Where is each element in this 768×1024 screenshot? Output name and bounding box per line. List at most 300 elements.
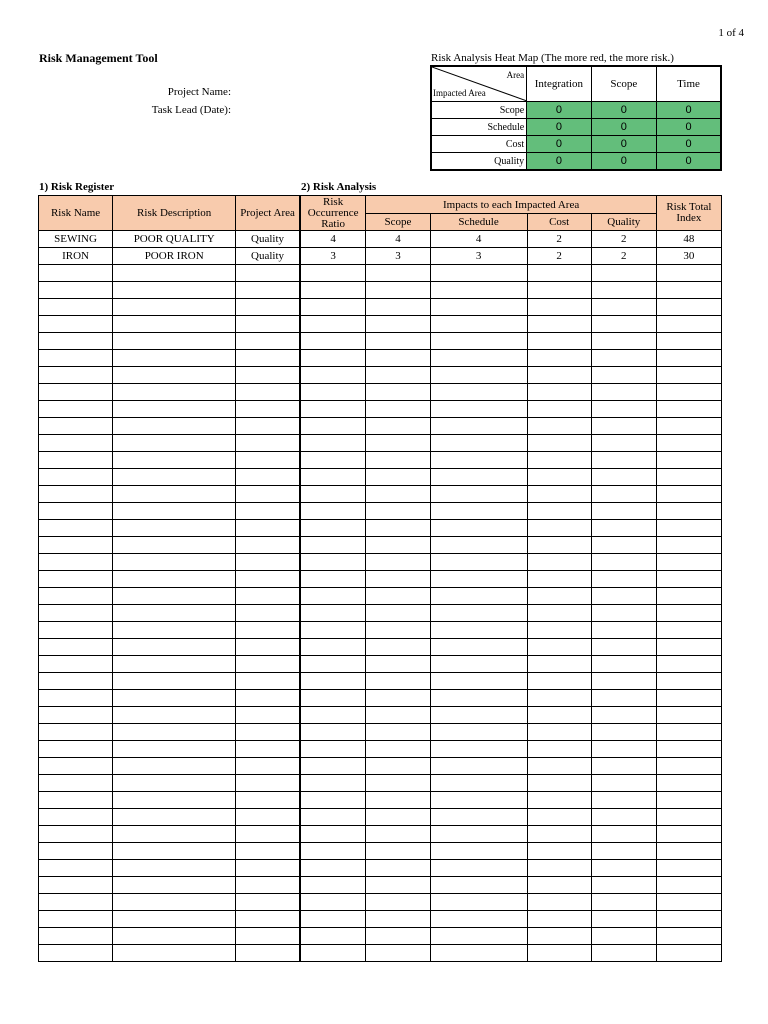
table-cell[interactable] [527, 316, 591, 333]
table-cell[interactable] [656, 690, 721, 707]
table-cell[interactable] [527, 928, 591, 945]
table-cell[interactable] [591, 758, 656, 775]
table-cell[interactable] [430, 724, 527, 741]
table-cell[interactable] [656, 826, 721, 843]
table-cell[interactable] [113, 588, 236, 605]
table-cell[interactable] [300, 605, 366, 622]
table-cell[interactable] [656, 316, 721, 333]
table-cell[interactable] [113, 792, 236, 809]
table-cell[interactable] [236, 282, 300, 299]
table-cell[interactable] [591, 928, 656, 945]
table-cell[interactable] [300, 894, 366, 911]
table-cell[interactable] [39, 520, 113, 537]
table-cell[interactable]: Quality [236, 231, 300, 248]
table-cell[interactable] [300, 316, 366, 333]
table-cell[interactable] [113, 605, 236, 622]
table-cell[interactable] [656, 741, 721, 758]
table-cell[interactable] [656, 707, 721, 724]
table-cell[interactable] [113, 299, 236, 316]
table-cell[interactable] [430, 571, 527, 588]
table-cell[interactable] [430, 639, 527, 656]
table-cell[interactable]: 2 [591, 231, 656, 248]
table-cell[interactable] [236, 741, 300, 758]
table-cell[interactable] [39, 622, 113, 639]
table-cell[interactable] [591, 741, 656, 758]
table-cell[interactable] [527, 911, 591, 928]
table-cell[interactable]: 2 [591, 248, 656, 265]
table-cell[interactable] [113, 418, 236, 435]
table-cell[interactable] [236, 792, 300, 809]
table-cell[interactable] [591, 792, 656, 809]
table-cell[interactable] [39, 639, 113, 656]
table-cell[interactable] [236, 843, 300, 860]
table-cell[interactable] [591, 452, 656, 469]
heatmap-cell[interactable]: 0 [657, 153, 721, 171]
table-cell[interactable] [430, 758, 527, 775]
table-cell[interactable] [527, 418, 591, 435]
table-cell[interactable]: SEWING [39, 231, 113, 248]
heatmap-cell[interactable]: 0 [657, 119, 721, 136]
table-cell[interactable]: 3 [430, 248, 527, 265]
table-cell[interactable] [39, 775, 113, 792]
table-cell[interactable] [113, 724, 236, 741]
table-cell[interactable] [113, 316, 236, 333]
table-cell[interactable] [366, 639, 430, 656]
table-cell[interactable] [527, 367, 591, 384]
table-cell[interactable] [113, 571, 236, 588]
table-cell[interactable] [236, 894, 300, 911]
table-cell[interactable] [366, 826, 430, 843]
table-cell[interactable] [430, 911, 527, 928]
table-cell[interactable] [300, 656, 366, 673]
table-cell[interactable] [430, 775, 527, 792]
table-cell[interactable] [236, 316, 300, 333]
table-cell[interactable] [39, 707, 113, 724]
table-cell[interactable] [591, 826, 656, 843]
table-cell[interactable] [591, 503, 656, 520]
table-cell[interactable] [591, 622, 656, 639]
table-cell[interactable] [236, 707, 300, 724]
table-cell[interactable] [591, 418, 656, 435]
table-cell[interactable] [656, 911, 721, 928]
table-cell[interactable] [366, 401, 430, 418]
table-cell[interactable] [236, 554, 300, 571]
table-cell[interactable] [430, 877, 527, 894]
table-cell[interactable] [430, 622, 527, 639]
table-cell[interactable] [430, 435, 527, 452]
table-cell[interactable] [366, 282, 430, 299]
table-cell[interactable] [39, 265, 113, 282]
table-cell[interactable]: 30 [656, 248, 721, 265]
table-cell[interactable] [527, 758, 591, 775]
table-cell[interactable] [113, 435, 236, 452]
table-cell[interactable] [236, 826, 300, 843]
table-cell[interactable] [656, 588, 721, 605]
table-cell[interactable] [656, 945, 721, 962]
table-cell[interactable] [300, 333, 366, 350]
table-cell[interactable] [39, 605, 113, 622]
table-cell[interactable] [236, 588, 300, 605]
table-cell[interactable]: 2 [527, 231, 591, 248]
table-cell[interactable] [591, 843, 656, 860]
table-cell[interactable] [366, 384, 430, 401]
table-cell[interactable] [39, 469, 113, 486]
table-cell[interactable] [366, 843, 430, 860]
table-cell[interactable] [366, 758, 430, 775]
table-cell[interactable] [591, 469, 656, 486]
table-cell[interactable] [591, 571, 656, 588]
table-cell[interactable] [656, 928, 721, 945]
table-cell[interactable] [39, 588, 113, 605]
table-cell[interactable] [39, 656, 113, 673]
table-cell[interactable] [366, 860, 430, 877]
table-cell[interactable] [366, 554, 430, 571]
table-cell[interactable] [656, 843, 721, 860]
table-cell[interactable] [656, 860, 721, 877]
table-cell[interactable] [656, 367, 721, 384]
table-cell[interactable] [300, 350, 366, 367]
table-cell[interactable] [656, 792, 721, 809]
table-cell[interactable] [366, 673, 430, 690]
table-cell[interactable] [113, 282, 236, 299]
table-cell[interactable] [430, 299, 527, 316]
table-cell[interactable] [366, 367, 430, 384]
table-cell[interactable] [527, 877, 591, 894]
table-cell[interactable] [527, 520, 591, 537]
table-cell[interactable] [366, 945, 430, 962]
table-cell[interactable] [591, 911, 656, 928]
table-cell[interactable] [366, 333, 430, 350]
table-cell[interactable] [527, 605, 591, 622]
table-cell[interactable] [236, 724, 300, 741]
table-cell[interactable] [300, 588, 366, 605]
table-cell[interactable] [430, 843, 527, 860]
table-cell[interactable] [236, 418, 300, 435]
table-cell[interactable] [591, 639, 656, 656]
table-cell[interactable] [366, 690, 430, 707]
heatmap-cell[interactable]: 0 [657, 136, 721, 153]
table-cell[interactable] [366, 656, 430, 673]
table-cell[interactable] [113, 758, 236, 775]
table-cell[interactable] [366, 741, 430, 758]
table-cell[interactable] [366, 486, 430, 503]
table-cell[interactable] [527, 809, 591, 826]
table-cell[interactable] [591, 809, 656, 826]
table-cell[interactable] [39, 673, 113, 690]
table-cell[interactable] [366, 452, 430, 469]
table-cell[interactable] [366, 622, 430, 639]
table-cell[interactable] [300, 384, 366, 401]
table-cell[interactable] [39, 877, 113, 894]
table-cell[interactable] [39, 384, 113, 401]
table-cell[interactable] [113, 469, 236, 486]
table-cell[interactable] [300, 469, 366, 486]
table-cell[interactable] [430, 741, 527, 758]
table-cell[interactable] [527, 384, 591, 401]
table-cell[interactable] [656, 537, 721, 554]
table-cell[interactable] [113, 537, 236, 554]
table-cell[interactable] [527, 469, 591, 486]
table-cell[interactable] [300, 758, 366, 775]
table-cell[interactable] [300, 741, 366, 758]
table-cell[interactable] [236, 265, 300, 282]
table-cell[interactable] [656, 571, 721, 588]
table-cell[interactable] [656, 350, 721, 367]
table-cell[interactable] [366, 724, 430, 741]
table-cell[interactable] [527, 265, 591, 282]
table-cell[interactable]: 3 [366, 248, 430, 265]
table-cell[interactable] [527, 860, 591, 877]
table-cell[interactable] [430, 384, 527, 401]
table-cell[interactable] [113, 860, 236, 877]
table-cell[interactable] [236, 469, 300, 486]
table-cell[interactable] [430, 928, 527, 945]
table-cell[interactable] [39, 809, 113, 826]
table-cell[interactable] [236, 775, 300, 792]
table-cell[interactable] [527, 503, 591, 520]
table-cell[interactable] [236, 571, 300, 588]
table-cell[interactable] [366, 894, 430, 911]
table-cell[interactable]: IRON [39, 248, 113, 265]
table-cell[interactable] [236, 622, 300, 639]
table-cell[interactable] [300, 299, 366, 316]
table-cell[interactable] [366, 503, 430, 520]
table-cell[interactable] [236, 367, 300, 384]
table-cell[interactable] [591, 537, 656, 554]
table-cell[interactable] [527, 435, 591, 452]
table-cell[interactable] [366, 792, 430, 809]
table-cell[interactable] [300, 265, 366, 282]
table-cell[interactable] [113, 486, 236, 503]
table-cell[interactable] [527, 843, 591, 860]
table-cell[interactable] [591, 588, 656, 605]
table-cell[interactable] [366, 520, 430, 537]
table-cell[interactable] [366, 469, 430, 486]
table-cell[interactable] [527, 894, 591, 911]
table-cell[interactable] [39, 418, 113, 435]
table-cell[interactable] [39, 911, 113, 928]
table-cell[interactable] [113, 520, 236, 537]
table-cell[interactable] [527, 673, 591, 690]
table-cell[interactable] [366, 435, 430, 452]
table-cell[interactable] [656, 894, 721, 911]
table-cell[interactable] [39, 894, 113, 911]
table-cell[interactable] [656, 401, 721, 418]
table-cell[interactable] [236, 350, 300, 367]
table-cell[interactable]: POOR QUALITY [113, 231, 236, 248]
table-cell[interactable] [366, 265, 430, 282]
heatmap-cell[interactable]: 0 [591, 102, 656, 119]
table-cell[interactable]: 4 [300, 231, 366, 248]
table-cell[interactable] [300, 418, 366, 435]
table-cell[interactable] [113, 877, 236, 894]
table-cell[interactable] [430, 860, 527, 877]
table-cell[interactable] [591, 333, 656, 350]
table-cell[interactable] [656, 384, 721, 401]
table-cell[interactable] [300, 401, 366, 418]
table-cell[interactable] [656, 418, 721, 435]
table-cell[interactable] [39, 554, 113, 571]
table-cell[interactable] [591, 554, 656, 571]
table-cell[interactable] [656, 775, 721, 792]
table-cell[interactable] [591, 316, 656, 333]
table-cell[interactable] [591, 367, 656, 384]
table-cell[interactable] [39, 928, 113, 945]
table-cell[interactable] [113, 401, 236, 418]
table-cell[interactable] [236, 690, 300, 707]
table-cell[interactable] [236, 605, 300, 622]
table-cell[interactable] [591, 384, 656, 401]
table-cell[interactable] [656, 809, 721, 826]
table-cell[interactable] [300, 860, 366, 877]
table-cell[interactable] [113, 622, 236, 639]
table-cell[interactable] [366, 316, 430, 333]
table-cell[interactable] [430, 265, 527, 282]
heatmap-cell[interactable]: 0 [527, 102, 591, 119]
table-cell[interactable] [300, 690, 366, 707]
table-cell[interactable] [300, 486, 366, 503]
table-cell[interactable] [39, 843, 113, 860]
table-cell[interactable] [366, 588, 430, 605]
table-cell[interactable] [39, 690, 113, 707]
table-cell[interactable] [39, 758, 113, 775]
heatmap-cell[interactable]: 0 [591, 153, 656, 171]
table-cell[interactable] [591, 605, 656, 622]
table-cell[interactable] [591, 656, 656, 673]
table-cell[interactable] [656, 724, 721, 741]
heatmap-cell[interactable]: 0 [527, 153, 591, 171]
table-cell[interactable] [527, 622, 591, 639]
table-cell[interactable]: 4 [366, 231, 430, 248]
table-cell[interactable] [430, 605, 527, 622]
table-cell[interactable] [656, 333, 721, 350]
table-cell[interactable] [113, 741, 236, 758]
table-cell[interactable] [591, 282, 656, 299]
table-cell[interactable] [656, 503, 721, 520]
table-cell[interactable] [236, 452, 300, 469]
table-cell[interactable] [527, 537, 591, 554]
table-cell[interactable] [236, 333, 300, 350]
table-cell[interactable] [300, 707, 366, 724]
table-cell[interactable] [656, 605, 721, 622]
table-cell[interactable] [39, 333, 113, 350]
table-cell[interactable] [591, 894, 656, 911]
table-cell[interactable] [39, 367, 113, 384]
table-cell[interactable] [39, 741, 113, 758]
table-cell[interactable] [236, 758, 300, 775]
table-cell[interactable] [236, 860, 300, 877]
table-cell[interactable] [366, 418, 430, 435]
table-cell[interactable] [113, 265, 236, 282]
table-cell[interactable] [300, 809, 366, 826]
table-cell[interactable] [366, 571, 430, 588]
table-cell[interactable] [39, 945, 113, 962]
table-cell[interactable] [591, 350, 656, 367]
table-cell[interactable] [113, 894, 236, 911]
table-cell[interactable] [300, 826, 366, 843]
table-cell[interactable] [430, 809, 527, 826]
table-cell[interactable] [527, 299, 591, 316]
table-cell[interactable] [430, 656, 527, 673]
table-cell[interactable] [527, 401, 591, 418]
table-cell[interactable] [527, 282, 591, 299]
table-cell[interactable] [113, 384, 236, 401]
table-cell[interactable] [591, 860, 656, 877]
table-cell[interactable]: POOR IRON [113, 248, 236, 265]
table-cell[interactable] [527, 775, 591, 792]
table-cell[interactable] [527, 639, 591, 656]
table-cell[interactable] [236, 486, 300, 503]
table-cell[interactable] [430, 554, 527, 571]
table-cell[interactable] [591, 401, 656, 418]
table-cell[interactable] [591, 707, 656, 724]
table-cell[interactable] [527, 571, 591, 588]
table-cell[interactable] [113, 843, 236, 860]
table-cell[interactable] [656, 877, 721, 894]
table-cell[interactable] [430, 316, 527, 333]
table-cell[interactable] [236, 945, 300, 962]
table-cell[interactable] [113, 350, 236, 367]
table-cell[interactable] [113, 707, 236, 724]
table-cell[interactable] [656, 639, 721, 656]
table-cell[interactable] [300, 792, 366, 809]
table-cell[interactable] [39, 435, 113, 452]
table-cell[interactable] [527, 452, 591, 469]
table-cell[interactable]: 2 [527, 248, 591, 265]
table-cell[interactable] [656, 758, 721, 775]
table-cell[interactable] [430, 452, 527, 469]
table-cell[interactable] [300, 673, 366, 690]
table-cell[interactable] [300, 282, 366, 299]
table-cell[interactable] [430, 826, 527, 843]
table-cell[interactable] [527, 945, 591, 962]
table-cell[interactable] [300, 367, 366, 384]
table-cell[interactable] [113, 333, 236, 350]
table-cell[interactable] [527, 724, 591, 741]
table-cell[interactable] [236, 435, 300, 452]
table-cell[interactable] [591, 724, 656, 741]
table-cell[interactable] [430, 520, 527, 537]
table-cell[interactable] [236, 877, 300, 894]
table-cell[interactable] [236, 401, 300, 418]
table-cell[interactable] [300, 435, 366, 452]
table-cell[interactable] [113, 945, 236, 962]
table-cell[interactable] [527, 486, 591, 503]
table-cell[interactable] [300, 928, 366, 945]
table-cell[interactable] [527, 333, 591, 350]
table-cell[interactable] [430, 537, 527, 554]
table-cell[interactable] [591, 486, 656, 503]
table-cell[interactable] [39, 486, 113, 503]
table-cell[interactable] [527, 741, 591, 758]
table-cell[interactable] [300, 877, 366, 894]
table-cell[interactable] [300, 452, 366, 469]
table-cell[interactable] [39, 282, 113, 299]
heatmap-cell[interactable]: 0 [591, 119, 656, 136]
table-cell[interactable] [366, 809, 430, 826]
table-cell[interactable] [366, 928, 430, 945]
table-cell[interactable] [591, 945, 656, 962]
table-cell[interactable] [430, 503, 527, 520]
heatmap-cell[interactable]: 0 [527, 119, 591, 136]
table-cell[interactable] [300, 639, 366, 656]
table-cell[interactable] [113, 673, 236, 690]
table-cell[interactable] [300, 622, 366, 639]
table-cell[interactable] [39, 299, 113, 316]
table-cell[interactable] [113, 639, 236, 656]
table-cell[interactable] [300, 554, 366, 571]
table-cell[interactable] [366, 537, 430, 554]
